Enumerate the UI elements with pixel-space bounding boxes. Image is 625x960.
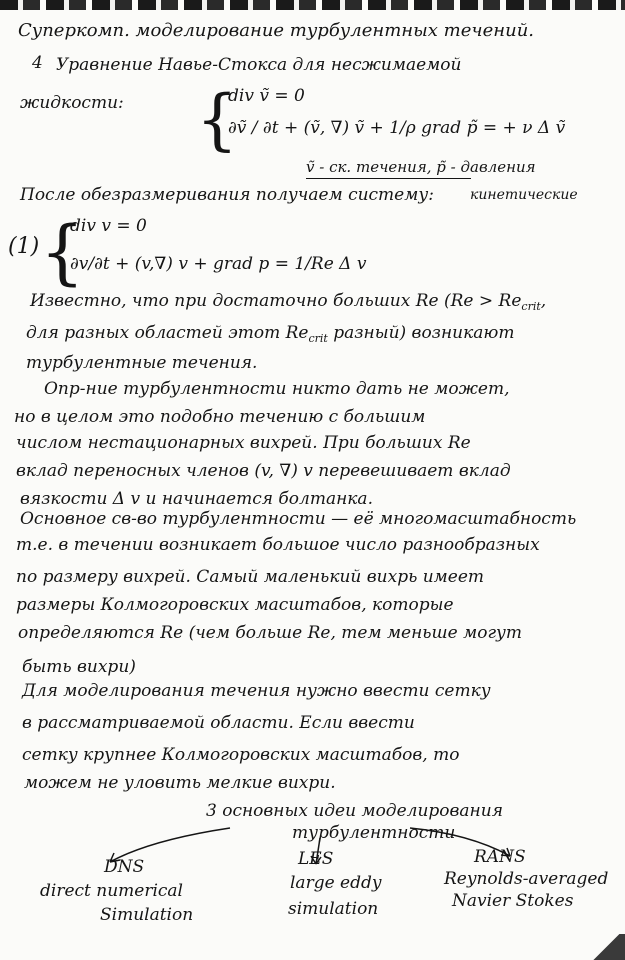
page-title: Суперкомп. моделирование турбулентных течений. bbox=[18, 20, 535, 41]
after-text: После обезразмеривания получаем систему: bbox=[20, 185, 434, 205]
note-kinetic: кинетические bbox=[470, 187, 578, 203]
torn-page-edge bbox=[0, 0, 625, 10]
intro-line-1: Уравнение Навье-Стокса для несжимаемой bbox=[56, 55, 462, 75]
paragraph-2-line-1: Опр-ние турбулентности никто дать не может, bbox=[44, 379, 510, 399]
system-1-equation-1: div ṽ = 0 bbox=[228, 86, 305, 106]
paragraph-2-line-2: но в целом это подобно течению с большим bbox=[14, 407, 426, 427]
rans-line-1: Reynolds-averaged bbox=[444, 869, 609, 889]
system-1-equation-2: ∂ṽ / ∂t + (ṽ, ∇) ṽ + 1/ρ grad p̃ = + ν Δ ṽ bbox=[228, 118, 566, 138]
paragraph-1-line-3: турбулентные течения. bbox=[26, 353, 258, 373]
intro-line-2: жидкости: bbox=[20, 93, 124, 113]
dns-line-2: Simulation bbox=[100, 905, 194, 925]
paragraph-3-line-1: Основное св-во турбулентности — её многомасштабность bbox=[20, 509, 577, 529]
equation-number: (1) bbox=[8, 234, 40, 259]
paragraph-3-line-6: быть вихри) bbox=[22, 657, 136, 677]
rans-title: RANS bbox=[474, 847, 526, 867]
paragraph-2-line-5: вязкости Δ v и начинается болтанка. bbox=[20, 489, 373, 509]
paragraph-4-line-3: сетку крупнее Колмогоровских масштабов, то bbox=[22, 745, 460, 765]
system-2-brace: { bbox=[40, 211, 85, 293]
system-2-equation-1: div v = 0 bbox=[70, 216, 147, 236]
paragraph-2-line-4: вклад переносных членов (v, ∇) v перевешивает вклад bbox=[16, 461, 511, 481]
note-velocity-pressure: ṽ - ск. течения, p̃ - давления bbox=[306, 158, 536, 176]
paragraph-3-line-4: размеры Колмогоровских масштабов, которые bbox=[16, 595, 454, 615]
paragraph-3-line-3: по размеру вихрей. Самый маленький вихрь имеет bbox=[16, 567, 485, 587]
ideas-heading-2: турбулентности bbox=[292, 823, 456, 843]
paragraph-4-line-2: в рассматриваемой области. Если ввести bbox=[22, 713, 415, 733]
system-1-brace: { bbox=[196, 81, 238, 158]
paragraph-4-line-4: можем не уловить мелкие вихри. bbox=[24, 773, 336, 793]
dns-line-1: direct numerical bbox=[40, 881, 183, 901]
paragraph-1-line-2: для разных областей этот $Re_{crit}$ разный) возникают bbox=[26, 323, 515, 345]
intro-marker: 4 bbox=[32, 53, 43, 73]
dns-title: DNS bbox=[104, 857, 145, 877]
paragraph-3-line-2: т.е. в течении возникает большое число разнообразных bbox=[16, 535, 540, 555]
ideas-heading: 3 основных идеи моделирования bbox=[206, 801, 503, 821]
les-line-1: large eddy bbox=[290, 873, 382, 893]
paragraph-2-line-3: числом нестационарных вихрей. При больших Re bbox=[16, 433, 471, 453]
paragraph-1-line-1: Известно, что при достаточно больших Re ($Re > Re_{crit}$, bbox=[30, 291, 547, 313]
note-underline bbox=[306, 178, 471, 179]
paragraph-4-line-1: Для моделирования течения нужно ввести сетку bbox=[22, 681, 491, 701]
paragraph-3-line-5: определяются Re (чем больше Re, тем меньше могут bbox=[18, 623, 523, 643]
system-2-equation-2: ∂v/∂t + (v,∇) v + grad p = 1/Re Δ v bbox=[70, 254, 367, 274]
page-corner-fold bbox=[593, 934, 625, 960]
les-title: LES bbox=[298, 849, 334, 869]
les-line-2: simulation bbox=[288, 899, 379, 919]
rans-line-2: Navier Stokes bbox=[452, 891, 574, 911]
